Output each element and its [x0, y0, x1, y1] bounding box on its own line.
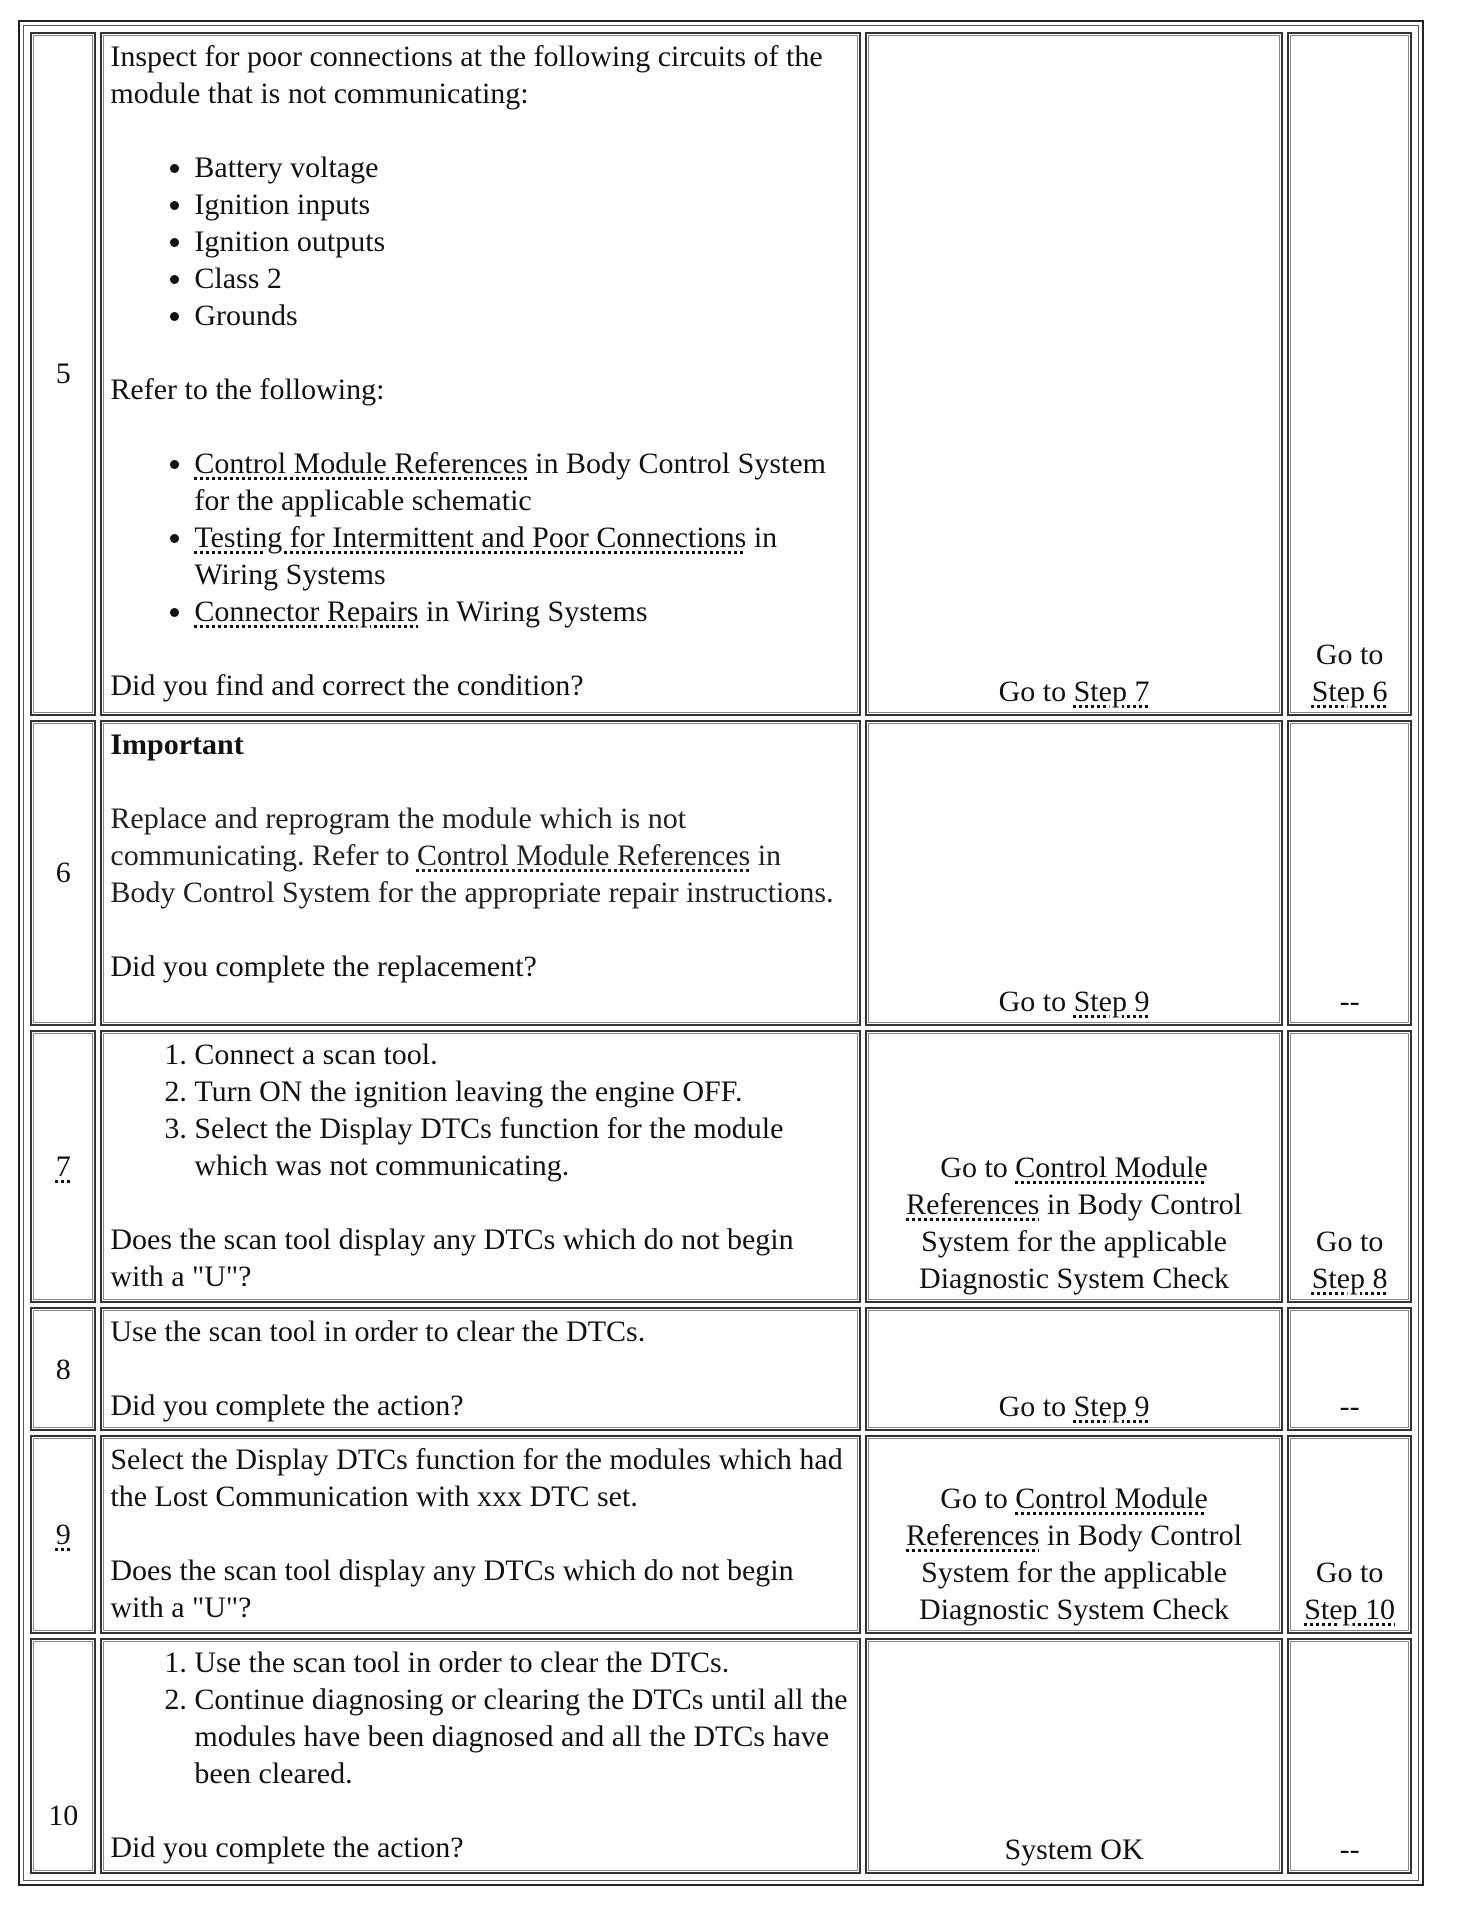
reference-link[interactable]: Connector Repairs	[194, 595, 419, 628]
yes-cell	[865, 1307, 1283, 1431]
list-item: • Grounds	[194, 297, 850, 334]
reference-text: in Wiring Systems	[194, 521, 778, 591]
list-item: 2. Turn ON the ignition leaving the engine OFF.	[194, 1073, 850, 1110]
step-link[interactable]: Step 7	[1073, 674, 1150, 708]
yes-cell	[865, 720, 1283, 1027]
no-cell	[1287, 1435, 1412, 1634]
step-link[interactable]: Step 6	[1311, 674, 1388, 708]
table-row-step-9	[30, 1435, 1412, 1634]
list-item: 2. Continue diagnosing or clearing the DTCs until all the modules have been diagnosed and all the DTCs have been cleared.	[194, 1681, 850, 1792]
action-question: Did you complete the replacement?	[110, 949, 537, 983]
numbered-steps	[110, 1644, 850, 1792]
table-row-step-5	[30, 32, 1412, 716]
reference-link[interactable]: Control Module References	[416, 838, 751, 872]
numbered-steps	[110, 1036, 850, 1184]
action-cell	[100, 1638, 860, 1874]
yes-cell: System OK	[865, 1638, 1283, 1874]
yes-text: in Body Control System for the applicable Diagnostic System Check	[919, 1188, 1242, 1296]
no-prefix: Go to	[1315, 637, 1384, 671]
action-instruction: Use the scan tool in order to clear the DTCs.	[110, 1315, 646, 1349]
action-instruction: Select the Display DTCs function for the modules which had the Lost Communication with xxx DTC set.	[110, 1443, 843, 1514]
list-item	[194, 593, 850, 630]
action-cell	[100, 1030, 860, 1303]
yes-prefix: Go to	[998, 1390, 1074, 1424]
list-item: • Ignition outputs	[194, 223, 850, 260]
no-prefix: Go to	[1315, 1556, 1384, 1590]
action-question: Did you complete the action?	[110, 1831, 464, 1865]
step-link[interactable]: Step 10	[1304, 1593, 1396, 1627]
table-row-step-10	[30, 1638, 1412, 1874]
reference-link[interactable]: Control Module References	[194, 447, 528, 480]
list-item: • Ignition inputs	[194, 186, 850, 223]
step-link[interactable]: Step 8	[1311, 1262, 1388, 1296]
yes-prefix: Go to	[940, 1151, 1016, 1185]
list-item: 1. Use the scan tool in order to clear the DTCs.	[194, 1644, 850, 1681]
list-item: • Battery voltage	[194, 149, 850, 186]
step-number: 5	[30, 32, 96, 716]
step-number: 8	[30, 1307, 96, 1431]
important-label: Important	[110, 727, 244, 761]
action-question: Did you find and correct the condition?	[110, 669, 584, 702]
important-text: in Body Control System for the appropriate repair instructions.	[110, 838, 834, 909]
step-number: 6	[30, 720, 96, 1027]
step-link[interactable]: Step 9	[1073, 985, 1150, 1019]
table-row-step-8	[30, 1307, 1412, 1431]
no-cell: --	[1287, 1638, 1412, 1874]
yes-prefix: Go to	[998, 985, 1074, 1019]
reference-link[interactable]: Testing for Intermittent and Poor Connections	[194, 521, 747, 554]
diagnostic-table-frame	[18, 20, 1424, 1886]
step-link[interactable]: Step 9	[1073, 1390, 1150, 1424]
list-item: • Class 2	[194, 260, 850, 297]
yes-prefix: Go to	[998, 674, 1074, 708]
action-cell	[100, 720, 860, 1027]
action-intro: Inspect for poor connections at the following circuits of the module that is not communicating:	[110, 40, 823, 110]
step-number	[30, 1435, 96, 1634]
list-item: 3. Select the Display DTCs function for the module which was not communicating.	[194, 1110, 850, 1184]
reference-text: in Wiring Systems	[418, 595, 648, 628]
step-number: 10	[30, 1638, 96, 1874]
no-cell: --	[1287, 1307, 1412, 1431]
list-item	[194, 445, 850, 519]
yes-prefix: Go to	[940, 1482, 1016, 1516]
diagnostic-steps-table	[26, 28, 1416, 1878]
step-number-link[interactable]: 9	[55, 1518, 71, 1552]
no-cell	[1287, 1030, 1412, 1303]
step-number	[30, 1030, 96, 1303]
reference-text: in Body Control System for the applicable schematic	[194, 447, 826, 517]
important-text: Replace and reprogram the module which is not communicating. Refer to	[110, 801, 687, 872]
list-item: 1. Connect a scan tool.	[194, 1036, 850, 1073]
no-prefix: Go to	[1315, 1225, 1384, 1259]
list-item	[194, 519, 850, 593]
action-question: Does the scan tool display any DTCs which do not begin with a "U"?	[110, 1223, 794, 1294]
important-body	[110, 800, 850, 911]
refer-label: Refer to the following:	[110, 373, 385, 406]
action-cell	[100, 32, 860, 716]
action-cell	[100, 1307, 860, 1431]
no-cell: --	[1287, 720, 1412, 1027]
step-number-link[interactable]: 7	[55, 1150, 71, 1184]
action-question: Does the scan tool display any DTCs which do not begin with a "U"?	[110, 1554, 794, 1625]
yes-cell	[865, 32, 1283, 716]
circuit-list	[110, 149, 850, 334]
action-cell	[100, 1435, 860, 1634]
table-row-step-7	[30, 1030, 1412, 1303]
yes-text: in Body Control System for the applicable Diagnostic System Check	[919, 1519, 1242, 1627]
reference-link[interactable]: Control Module References	[906, 1482, 1208, 1553]
reference-link[interactable]: Control Module References	[906, 1151, 1208, 1222]
yes-cell	[865, 1030, 1283, 1303]
yes-cell	[865, 1435, 1283, 1634]
reference-list	[110, 445, 850, 630]
table-row-step-6	[30, 720, 1412, 1027]
no-cell	[1287, 32, 1412, 716]
action-question: Did you complete the action?	[110, 1389, 464, 1423]
